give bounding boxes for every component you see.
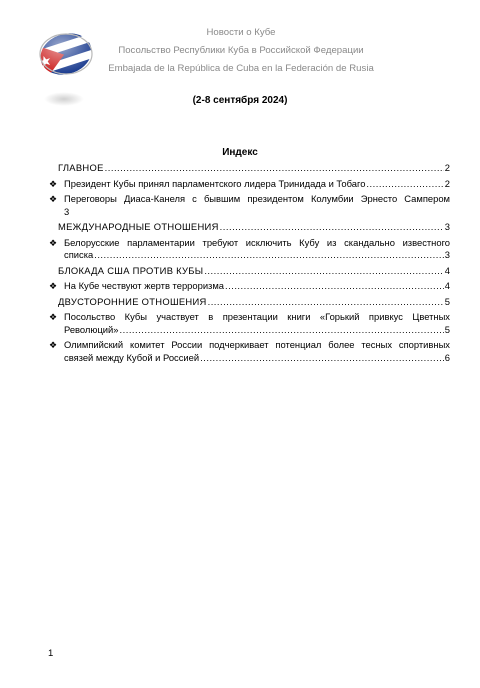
toc-section[interactable] <box>52 265 450 278</box>
toc-page-number: 6 <box>444 351 450 363</box>
diamond-bullet-icon: ❖ <box>49 312 58 322</box>
toc-entry-text: Президент Кубы принял парламентского лидера Тринидада и Тобаго <box>64 177 366 189</box>
toc-item[interactable] <box>49 311 450 336</box>
toc-item[interactable] <box>49 193 450 218</box>
toc-page-number: 2 <box>444 177 450 189</box>
dot-leader <box>120 324 444 337</box>
toc-entry-text: БЛОКАДА США ПРОТИВ КУБЫ <box>58 264 204 276</box>
toc-entry-text: Переговоры Диаса-Канеля с бывшим президентом Колумбии Эрнесто Сампером <box>64 193 450 204</box>
cuban-flag-logo <box>38 32 94 76</box>
toc-entry-text: списка <box>64 249 94 260</box>
toc-page-number: 2 <box>444 162 450 173</box>
date-range: (2-8 сентября 2024) <box>192 95 288 106</box>
header-embassy-ru: Посольство Республики Куба в Российской Федерации <box>118 45 364 56</box>
toc-section[interactable] <box>52 221 450 234</box>
toc-entry-text: Белорусские парламентарии требуют исключить Кубу из скандально известного <box>64 236 450 248</box>
toc-page-number: 3 <box>444 221 450 232</box>
toc-entry-text: На Кубе чествуют жертв терроризма <box>64 280 225 291</box>
diamond-bullet-icon: ❖ <box>49 281 58 291</box>
dot-leader <box>220 221 444 234</box>
header-embassy-es: Embajada de la República de Cuba en la Federación de Rusia <box>108 63 374 74</box>
diamond-bullet-icon: ❖ <box>49 340 58 350</box>
toc-item[interactable] <box>49 236 450 262</box>
toc-page-number: 4 <box>444 280 450 291</box>
dot-leader <box>366 178 443 191</box>
dot-leader <box>204 265 443 278</box>
toc-item[interactable] <box>49 280 450 293</box>
dot-leader <box>94 249 444 262</box>
toc-entry-text: Революций» <box>64 323 119 335</box>
dot-leader <box>208 296 444 309</box>
diamond-bullet-icon: ❖ <box>49 237 58 248</box>
page-number: 1 <box>48 648 54 659</box>
toc-page-number: 4 <box>444 264 450 276</box>
header-title: Новости о Кубе <box>206 27 276 38</box>
dot-leader <box>105 162 444 175</box>
toc-entry-text: Олимпийский комитет России подчеркивает потенциал более тесных спортивных <box>64 339 450 350</box>
toc-entry-text: ГЛАВНОЕ <box>58 162 104 173</box>
index-title: Индекс <box>222 147 258 158</box>
toc-entry-text: ДВУСТОРОННИЕ ОТНОШЕНИЯ <box>58 295 207 307</box>
toc-item[interactable] <box>49 339 450 364</box>
toc-page-number: 3 <box>444 249 450 260</box>
dot-leader <box>225 280 444 293</box>
toc-entry-text: Посольство Кубы участвует в презентации книги «Горький привкус Цветных <box>64 311 450 322</box>
toc-entry-text: МЕЖДУНАРОДНЫЕ ОТНОШЕНИЯ <box>58 221 219 232</box>
toc-page-number: 5 <box>444 295 450 307</box>
toc-page-number: 5 <box>444 323 450 335</box>
dot-leader <box>200 352 444 365</box>
toc-entry-text: связей между Кубой и Россией <box>64 351 200 363</box>
table-of-contents <box>49 162 450 367</box>
diamond-bullet-icon: ❖ <box>49 194 58 204</box>
diamond-bullet-icon: ❖ <box>49 178 58 189</box>
toc-entry-text: 3 <box>64 205 70 217</box>
toc-item[interactable] <box>49 177 450 191</box>
toc-section[interactable] <box>52 296 450 309</box>
toc-section[interactable] <box>52 162 450 175</box>
